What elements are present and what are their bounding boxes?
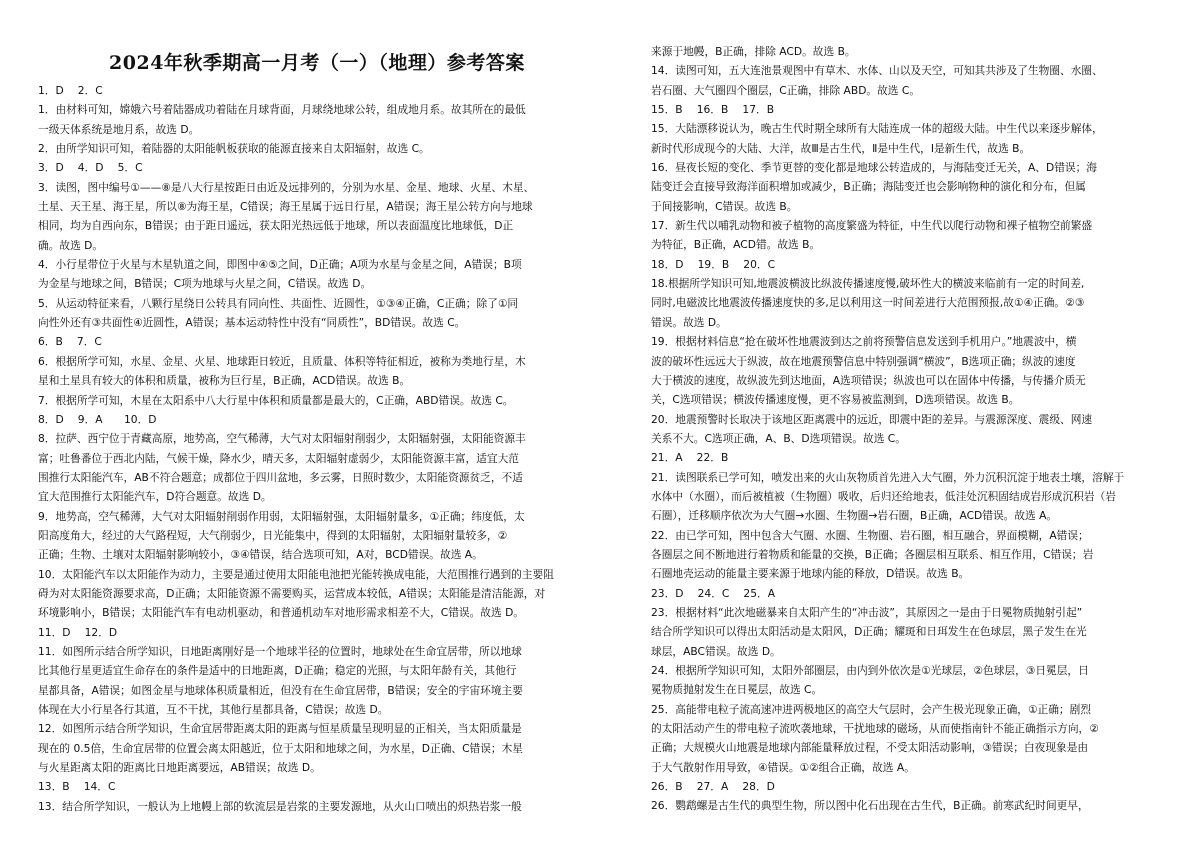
text-line: 21．读图联系已学可知，喷发出来的火山灰物质首先进入大气圈，外力沉积沉淀于地表土壤，溶解于 xyxy=(651,470,1125,484)
text-line: 11．D 12．D xyxy=(38,625,118,639)
text-line: 25．高能带电粒子流高速冲进两极地区的高空大气层时，会产生极光现象正确，①正确；剧烈 xyxy=(651,702,1091,716)
text-line: 7．根据所学可知，木星在太阳系中八大行星中体积和质量都是最大的，C正确，ABD错误。故选 C。 xyxy=(38,393,514,407)
text-line: 向性外还有③共面性④近圆性，A错误；基本运动特性中没有“同质性”，BD错误。故选 C。 xyxy=(38,316,466,330)
text-line: 11．如图所示结合所学知识，日地距离刚好是一个地球半径的位置时，地球处在生命宜居带，所以地球 xyxy=(38,644,522,658)
text-line: 与火星距离太阳的距离比日地距离要远，AB错误；故选 D。 xyxy=(38,761,321,775)
text-line: 星和土星具有较大的体积和质量，被称为巨行星，B正确，ACD错误。故选 B。 xyxy=(38,374,411,388)
right-column xyxy=(651,0,1171,847)
text-line: 新时代形成现今的大陆、大洋，故Ⅲ是古生代，Ⅱ是中生代，Ⅰ是新生代，故选 B。 xyxy=(651,141,1031,155)
text-line: 13．B 14．C xyxy=(38,780,116,794)
text-line: 体现在大小行星各行其道，互不干扰，其他行星都具备，C错误；故选 D。 xyxy=(38,703,389,716)
text-line: 24．根据所学知识可知，太阳外部圈层，由内到外依次是①光球层，②色球层，③日冕层，日 xyxy=(651,664,1089,677)
text-line: 确。故选 D。 xyxy=(38,238,104,252)
text-line: 13．结合所学知识，一般认为上地幔上部的软流层是岩浆的主要发源地，从火山口喷出的炽热岩浆一般 xyxy=(38,799,522,813)
text-line: 26．B 27．A 28．D xyxy=(651,780,775,794)
right-column-text xyxy=(651,42,1171,816)
text-line: 星都具备，A错误；如图金星与地球体积质量相近，但没有在生命宜居带，B错误；安全的宇宙环境主要 xyxy=(38,683,523,697)
text-line: 10．太阳能汽车以太阳能作为动力，主要是通过使用太阳能电池把光能转换成电能，大范围推行遇到的主要阻 xyxy=(38,567,554,581)
left-column-text xyxy=(38,81,596,816)
text-line: 关系不大。C选项正确，A、B、D选项错误。故选 C。 xyxy=(651,431,906,445)
text-line: 富；吐鲁番位于西北内陆，气候干燥，降水少，晴天多，太阳辐射虚弱少，太阳能资源丰富，适宜大范 xyxy=(38,451,519,465)
text-line: 陆变迁会直接导致海洋面积增加或减少，B正确；海陆变迁也会影响物种的演化和分布，但属 xyxy=(651,180,1086,194)
text-line: 岩石圈、大气圈四个圈层，C正确，排除 ABD。故选 C。 xyxy=(651,83,921,97)
text-line: 1．D 2．C xyxy=(38,84,103,97)
text-line: 18．D 19．B 20．C xyxy=(651,257,776,271)
text-line: 为特征，B正确，ACD错。故选 B。 xyxy=(651,238,821,252)
text-line: 6．B 7．C xyxy=(38,335,102,349)
text-line: 23．根据材料“此次地磁暴来自太阳产生的“冲击波”，其原因之一是由于日冕物质抛射引起” xyxy=(651,605,1083,619)
text-line: 4．小行星带位于火星与木星轨道之间，即图中④⑤之间，D正确；A项为水星与金星之间，A错误；B项 xyxy=(38,258,522,272)
text-line: 错误。故选 D。 xyxy=(651,315,727,329)
text-line: 15．B 16．B 17．B xyxy=(651,103,775,117)
text-line: 各圈层之间不断地进行着物质和能量的交换，B正确；各圈层相互联系、相互作用，C错误；岩 xyxy=(651,547,1094,561)
left-column xyxy=(38,0,596,847)
text-line: 23．D 24．C 25．A xyxy=(651,586,776,600)
text-line: 结合所学知识可以得出太阳活动是太阳风，D正确；耀斑和日珥发生在色球层，黑子发生在光 xyxy=(651,625,1087,639)
text-line: 12．如图所示结合所学知识，生命宜居带距离太阳的距离与恒星质量呈现明显的正相关，当太阳质量是 xyxy=(38,722,522,736)
text-line: 宜大范围推行太阳能汽车，D符合题意。故选 D。 xyxy=(38,490,272,504)
text-line: 2．由所学知识可知，着陆器的太阳能帆板获取的能源直接来自太阳辐射，故选 C。 xyxy=(38,142,430,156)
text-line: 20．地震预警时长取决于该地区距离震中的远近，即震中距的差异。与震源深度、震级、网速 xyxy=(651,412,1093,426)
text-line: 冕物质抛射发生在日冕层，故选 C。 xyxy=(651,683,823,697)
text-line: 22．由已学可知，图中包含大气圈、水圈、生物圈、岩石圈，相互融合，界面模糊，A错误； xyxy=(651,528,1089,542)
text-line: 3．D 4．D 5．C xyxy=(38,161,143,175)
document-title: 2024年秋季期高一月考（一）（地理）参考答案 xyxy=(109,52,525,74)
text-line: 大于横波的速度，故纵波先到达地面，A选项错误；纵波也可以在固体中传播，与传播介质无 xyxy=(651,373,1086,387)
text-line: 围推行太阳能汽车，AB不符合题意；成都位于四川盆地，多云雾，日照时数少，太阳能资源贫乏，不适 xyxy=(38,470,523,484)
text-line: 8．D 9．A 10．D xyxy=(38,412,157,426)
text-line: 1．由材料可知，嫦娥六号着陆器成功着陆在月球背面，月球绕地球公转，组成地月系。故其所在的最低 xyxy=(38,103,526,117)
text-line: 17．新生代以哺乳动物和被子植物的高度繁盛为特征，中生代以爬行动物和裸子植物空前繁盛 xyxy=(651,219,1093,233)
text-line: 9．地势高，空气稀薄，大气对太阳辐射削弱作用弱，太阳辐射强，太阳辐射量多，①正确；纬度低，太 xyxy=(38,509,525,523)
text-line: 16．昼夜长短的变化、季节更替的变化都是地球公转造成的，与海陆变迁无关，A、D错误；海 xyxy=(651,161,1097,175)
text-line: 3．读图，图中编号①——⑧是八大行星按距日由近及远排列的，分别为水星、金星、地球、火星、木星、 xyxy=(38,180,535,194)
text-line: 21．A 22．B xyxy=(651,451,729,465)
text-line: 现在的 0.5倍，生命宜居带的位置会离太阳越近，位于太阳和地球之间，为水星，D正确、C错误；木星 xyxy=(38,741,523,755)
text-line: 波的破坏性远远大于纵波，故在地震预警信息中特别强调“横波”，B选项正确；纵波的速度 xyxy=(651,354,1076,368)
text-line: 环境影响小，B错误；太阳能汽车有电动机驱动，和普通机动车对地形需求相差不大，C错误。故选 D。 xyxy=(38,606,524,620)
text-line: 一级天体系统是地月系，故选 D。 xyxy=(38,122,200,136)
text-line: 比其他行星更适宜生命存在的条件是适中的日地距离，D正确；稳定的光照，与太阳年龄有关，其他行 xyxy=(38,664,517,678)
text-line: 石圈地壳运动的能量主要来源于地球内能的释放，D错误。故选 B。 xyxy=(651,567,970,581)
text-line: 14．读图可知，五大连池景观图中有草木、水体、山以及天空，可知其共涉及了生物圈、水圈、 xyxy=(651,64,1103,78)
text-line: 26．鹦鹉螺是古生代的典型生物，所以图中化石出现在古生代，B正确。前寒武纪时间更早， xyxy=(651,799,1089,813)
text-line: 同时,电磁波比地震波传播速度快的多,足以利用这一时间差进行大范围预报,故①④正确。②③ xyxy=(651,296,1085,310)
text-line: 来源于地幔，B正确，排除 ACD。故选 B。 xyxy=(651,45,856,58)
text-line: 8．拉萨、西宁位于青藏高原，地势高，空气稀薄，大气对太阳辐射削弱少，太阳辐射强，太阳能资源丰 xyxy=(38,432,526,446)
text-line: 于大气散射作用导致，④错误。①②组合正确，故选 A。 xyxy=(651,760,915,774)
text-line: 为金星与地球之间，B错误；C项为地球与火星之间，C错误。故选 D。 xyxy=(38,277,372,291)
text-line: 6．根据所学可知，水星、金星、火星、地球距日较近，且质量、体积等特征相近，被称为类地行星，木 xyxy=(38,354,526,368)
text-line: 5．从运动特征来看，八颗行星绕日公转具有同向性、共面性、近圆性，①③④正确，C正确；除了①同 xyxy=(38,296,519,310)
text-line: 18.根据所学知识可知,地震波横波比纵波传播速度慢,破坏性大的横波来临前有一定的时间差, xyxy=(651,277,1085,291)
text-line: 正确；大规模火山地震是地球内部能量释放过程，不受太阳活动影响，③错误；白夜现象是由 xyxy=(651,741,1089,755)
text-line: 19．根据材料信息“抢在破坏性地震波到达之前将预警信息发送到手机用户。”地震波中，横 xyxy=(651,335,1077,349)
text-line: 关，C选项错误；横波传播速度慢，更不容易被监测到，D选项错误。故选 B。 xyxy=(651,393,1020,407)
text-line: 相同，均为自西向东，B错误；由于距日遥远，获太阳光热远低于地球，所以表面温度比地球低，D正 xyxy=(38,219,514,233)
text-line: 15．大陆漂移说认为，晚古生代时期全球所有大陆连成一体的超级大陆。中生代以来逐步解体， xyxy=(651,122,1103,136)
text-line: 碍为对太阳能资源要求高，D正确；太阳能资源不需要购买，运营成本较低，A错误；太阳能是清洁能源，对 xyxy=(38,586,546,600)
text-line: 阳高度角大，经过的大气路程短，大气削弱少，日光能集中，得到的太阳辐射，太阳辐射量较多，② xyxy=(38,528,508,542)
text-line: 的太阳活动产生的带电粒子流吹袭地球，干扰地球的磁场，从而使指南针不能正确指示方向，② xyxy=(651,722,1099,736)
text-line: 球层，ABC错误。故选 D。 xyxy=(651,644,781,658)
text-line: 土星、天王星、海王星，所以⑧为海王星，C错误；海王星属于远日行星，A错误；海王星公转方向与地球 xyxy=(38,200,533,214)
text-line: 正确；生物、土壤对太阳辐射影响较小，③④错误，结合选项可知，A对，BCD错误。故选 A。 xyxy=(38,548,483,562)
text-line: 水体中（水圈），而后被植被（生物圈）吸收，后归还给地表，低洼处沉积固结成岩形成沉积岩（岩 xyxy=(651,489,1116,503)
text-line: 于间接影响，C错误。故选 B。 xyxy=(651,199,798,213)
text-line: 石圈），迁移顺序依次为大气圈→水圈、生物圈→岩石圈，B正确，ACD错误。故选 A。 xyxy=(651,509,1058,523)
